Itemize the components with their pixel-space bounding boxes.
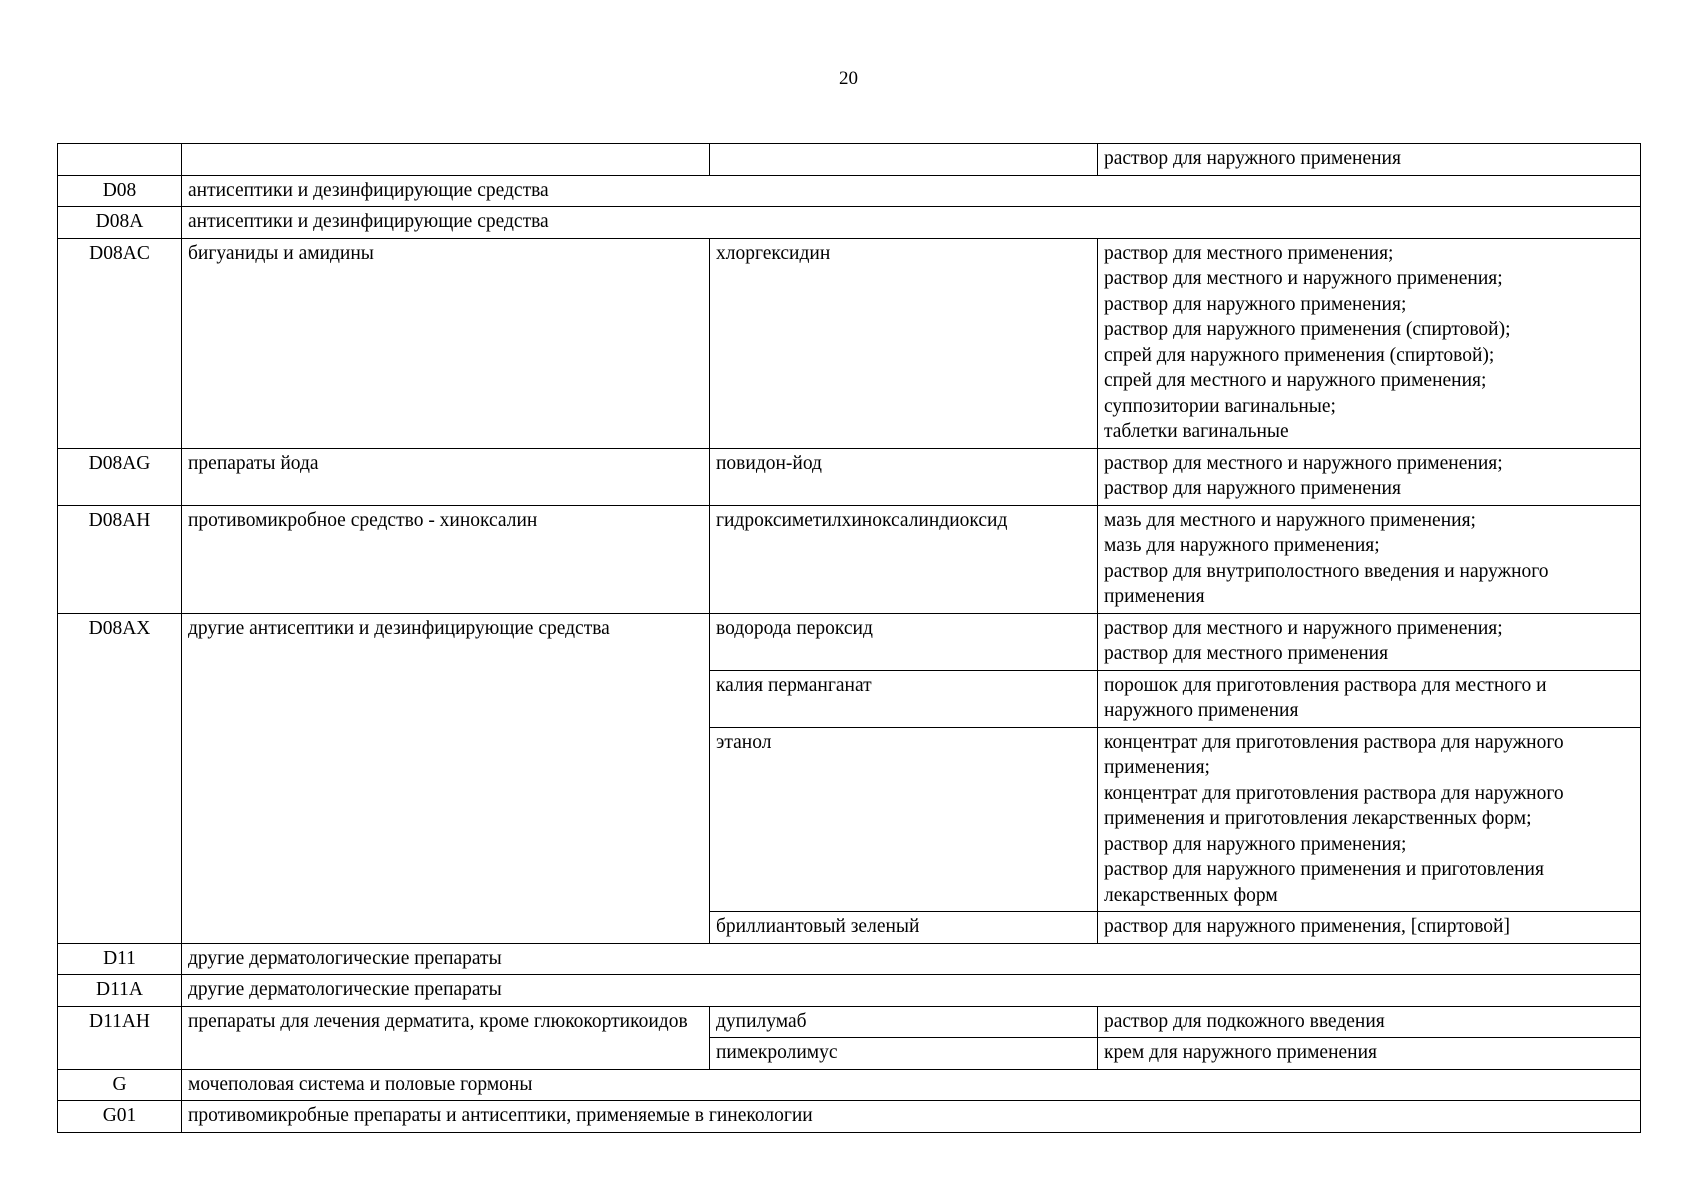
atc-code-cell: D08 (58, 175, 182, 207)
dosage-form: спрей для местного и наружного применения; (1104, 370, 1487, 391)
atc-name-cell: противомикробные препараты и антисептики, применяемые в гинекологии (182, 1101, 1641, 1133)
atc-name-cell: другие дерматологические препараты (182, 975, 1641, 1007)
table-row (58, 613, 1641, 670)
atc-name-cell: другие дерматологические препараты (182, 943, 1641, 975)
atc-code-cell: D08AH (58, 505, 182, 613)
atc-code-cell (58, 144, 182, 176)
dosage-form: раствор для местного применения (1104, 643, 1389, 664)
dosage-form: раствор для наружного применения; (1104, 833, 1407, 855)
atc-code-cell: D11AH (58, 1006, 182, 1069)
dosage-form: концентрат для приготовления раствора для наружного применения и приготовления лекарственных форм; (1104, 782, 1564, 829)
atc-code-cell: G01 (58, 1101, 182, 1133)
drug-name-cell: повидон-йод (710, 448, 1098, 505)
dosage-forms-cell (1098, 238, 1641, 448)
dosage-form: суппозитории вагинальные; (1104, 395, 1336, 417)
table-row (58, 1101, 1641, 1133)
dosage-form: раствор для наружного применения и приготовления лекарственных форм (1104, 859, 1544, 906)
dosage-form: раствор для наружного применения; (1104, 293, 1407, 315)
table-row (58, 207, 1641, 239)
atc-code-cell: D08AX (58, 613, 182, 943)
dosage-forms-cell (1098, 727, 1641, 912)
dosage-forms-cell (1098, 613, 1641, 670)
table-row (58, 144, 1641, 176)
dosage-forms-cell (1098, 1038, 1641, 1070)
dosage-form: спрей для наружного применения (спиртовой); (1104, 344, 1495, 366)
table-row (58, 1069, 1641, 1101)
dosage-form: раствор для местного и наружного применения; (1104, 617, 1503, 639)
drug-name-cell: водорода пероксид (710, 613, 1098, 670)
drug-name-cell: калия перманганат (710, 670, 1098, 727)
atc-name-cell: бигуаниды и амидины (182, 238, 710, 448)
dosage-form: раствор для внутриполостного введения и наружного применения (1104, 560, 1549, 607)
table-row (58, 943, 1641, 975)
dosage-form: раствор для местного и наружного применения; (1104, 268, 1503, 289)
drug-name-cell (710, 144, 1098, 176)
atc-code-cell: G (58, 1069, 182, 1101)
dosage-form: крем для наружного применения (1104, 1042, 1378, 1063)
dosage-forms-cell (1098, 505, 1641, 613)
page-number: 20 (839, 68, 858, 89)
atc-name-cell: антисептики и дезинфицирующие средства (182, 207, 1641, 239)
dosage-forms-cell (1098, 670, 1641, 727)
atc-name-cell: другие антисептики и дезинфицирующие средства (182, 613, 710, 943)
table-row (58, 238, 1641, 448)
atc-code-cell: D08AG (58, 448, 182, 505)
atc-name-cell: антисептики и дезинфицирующие средства (182, 175, 1641, 207)
table-row (58, 448, 1641, 505)
atc-name-cell: мочеполовая система и половые гормоны (182, 1069, 1641, 1101)
dosage-form: концентрат для приготовления раствора для наружного применения; (1104, 731, 1564, 778)
drug-name-cell: гидроксиметилхиноксалиндиоксид (710, 505, 1098, 613)
drug-classification-table (57, 143, 1641, 1133)
dosage-form: раствор для наружного применения (1104, 148, 1401, 169)
drug-name-cell: бриллиантовый зеленый (710, 912, 1098, 944)
atc-code-cell: D11 (58, 943, 182, 975)
atc-name-cell: противомикробное средство - хиноксалин (182, 505, 710, 613)
atc-code-cell: D08AC (58, 238, 182, 448)
dosage-form: мазь для местного и наружного применения; (1104, 509, 1476, 531)
drug-name-cell: пимекролимус (710, 1038, 1098, 1070)
dosage-form: раствор для подкожного введения (1104, 1010, 1385, 1032)
table-row (58, 975, 1641, 1007)
dosage-form: мазь для наружного применения; (1104, 535, 1380, 556)
drug-name-cell: хлоргексидин (710, 238, 1098, 448)
atc-code-cell: D08A (58, 207, 182, 239)
dosage-form: раствор для местного и наружного применения; (1104, 452, 1503, 474)
table-row (58, 175, 1641, 207)
atc-name-cell: препараты йода (182, 448, 710, 505)
table-row (58, 505, 1641, 613)
dosage-form: раствор для наружного применения, [спиртовой] (1104, 916, 1510, 937)
drug-name-cell: дупилумаб (710, 1006, 1098, 1038)
drug-name-cell: этанол (710, 727, 1098, 912)
dosage-forms-cell (1098, 912, 1641, 944)
dosage-form: раствор для местного применения; (1104, 242, 1394, 264)
atc-name-cell (182, 144, 710, 176)
table-row (58, 1006, 1641, 1038)
dosage-form: таблетки вагинальные (1104, 421, 1289, 442)
dosage-form: порошок для приготовления раствора для местного и наружного применения (1104, 674, 1547, 721)
dosage-form: раствор для наружного применения (спиртовой); (1104, 319, 1511, 340)
dosage-forms-cell (1098, 144, 1641, 176)
dosage-forms-cell (1098, 1006, 1641, 1038)
atc-name-cell: препараты для лечения дерматита, кроме глюкокортикоидов (182, 1006, 710, 1069)
dosage-forms-cell (1098, 448, 1641, 505)
atc-code-cell: D11A (58, 975, 182, 1007)
dosage-form: раствор для наружного применения (1104, 478, 1401, 499)
